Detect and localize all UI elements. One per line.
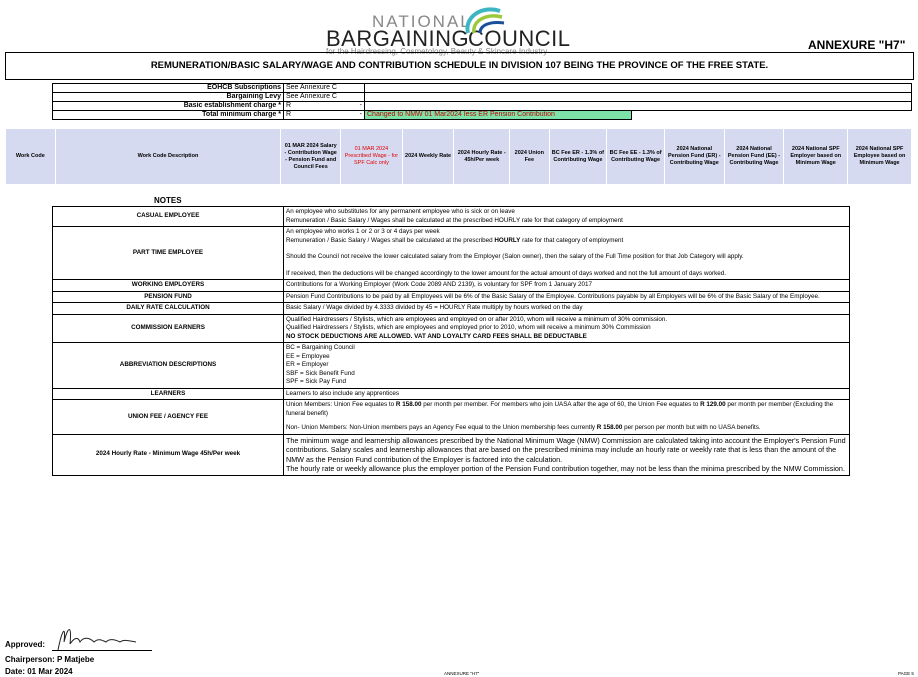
charges-table xyxy=(52,83,912,120)
note-category: CASUAL EMPLOYEE xyxy=(53,207,284,227)
abbrev-item: ER = Employer xyxy=(286,361,329,368)
charge-label: Total minimum charge * xyxy=(53,111,284,120)
note-line: An employee who works 1 or 2 or 3 or 4 days per week xyxy=(286,228,440,235)
approval-date: Date: 01 Mar 2024 xyxy=(5,667,73,676)
col-prescribed-wage: 01 MAR 2024 Prescribed Wage - for SPF Calc only xyxy=(341,129,403,185)
note-row xyxy=(53,343,850,389)
note-fragment: per month per member (Excluding the funeral benefit) xyxy=(286,401,834,417)
approved-label: Approved: xyxy=(5,640,45,649)
note-emphasis: R 158.00 xyxy=(395,401,422,408)
abbrev-item: BC = Bargaining Council xyxy=(286,344,355,351)
note-fragment: per person per month but with no UASA benefits. xyxy=(622,424,761,431)
logo-swirl-icon xyxy=(460,3,512,39)
note-text xyxy=(284,343,850,389)
note-row xyxy=(53,227,850,280)
logo-council: COUNCIL xyxy=(468,26,571,51)
charge-note xyxy=(365,102,912,111)
note-line xyxy=(286,424,847,433)
note-text: Basic Salary / Wage divided by 4.3333 divided by 45 = HOURLY Rate multiply by hours worked on the day xyxy=(284,303,850,315)
charge-label: Bargaining Levy xyxy=(53,93,284,102)
note-row xyxy=(53,207,850,227)
note-category: DAILY RATE CALCULATION xyxy=(53,303,284,315)
note-emphasis: R 158.00 xyxy=(596,424,623,431)
charge-spacer xyxy=(632,111,912,120)
charge-note xyxy=(365,84,912,93)
note-category: WORKING EMPLOYERS xyxy=(53,280,284,292)
note-text xyxy=(284,207,850,227)
col-bc-fee-er: BC Fee ER - 1.3% of Contributing Wage xyxy=(549,129,607,185)
note-emphasis: HOURLY xyxy=(494,236,521,244)
schedule-header xyxy=(5,128,912,185)
col-spf-employee: 2024 National SPF Employee based on Minimum Wage xyxy=(848,129,912,185)
col-pension-ee: 2024 National Pension Fund (EE) - Contributing Wage xyxy=(724,129,784,185)
note-text xyxy=(284,434,850,475)
note-text: Learners to also include any apprentices xyxy=(284,388,850,400)
col-union-fee: 2024 Union Fee xyxy=(510,129,549,185)
note-line xyxy=(286,237,847,246)
chairperson: Chairperson: P Matjebe xyxy=(5,655,95,664)
note-row xyxy=(53,280,850,292)
note-row xyxy=(53,314,850,343)
note-emphasis: R 129.00 xyxy=(700,401,726,408)
note-text: Pension Fund Contributions to be paid by all Employees will be 6% of the Basic Salary of the Employee. Contributions payable by all Employers will be 6% of the Basic Salary of the Employee. xyxy=(284,291,850,303)
col-bc-fee-ee: BC Fee EE - 1.3% of Contributing Wage xyxy=(607,129,665,185)
note-fragment: rate for that category of employment xyxy=(520,236,624,244)
col-salary: 01 MAR 2024 Salary - Contribution Wage - Pension Fund and Council Fees xyxy=(281,129,341,185)
note-line xyxy=(286,401,847,418)
charge-value: See Annexure C xyxy=(284,93,365,102)
spacer xyxy=(286,262,847,270)
note-paragraph: The hourly rate or weekly allowance plus the employer portion of the Pension Fund contribution together, may not be less than the minima prescribed by the NMW Commission. xyxy=(286,464,845,473)
note-category: UNION FEE / AGENCY FEE xyxy=(53,400,284,435)
note-row xyxy=(53,434,850,475)
signature-image xyxy=(52,620,152,654)
col-pension-er: 2024 National Pension Fund (ER) - Contributing Wage xyxy=(664,129,724,185)
note-category: 2024 Hourly Rate - Minimum Wage 45h/Per week xyxy=(53,434,284,475)
charge-label: Basic establishment charge * xyxy=(53,102,284,111)
charge-label: EOHCB Subscriptions xyxy=(53,84,284,93)
annexure-label: ANNEXURE "H7" xyxy=(808,38,906,52)
note-line: Qualified Hairdressers / Stylists, which are employees and employed on or after 2010, whom will receive a minimum of 30% commission. xyxy=(286,315,668,323)
note-row xyxy=(53,291,850,303)
note-line: If received, then the deductions will be changed accordingly to the lower amount for the actual amount of days worked and not the full amount of days worked. xyxy=(286,269,726,277)
charge-row xyxy=(53,102,912,111)
charge-note-highlight: Changed to NMW 01 Mar2024 less ER Pension Contribution xyxy=(365,111,632,120)
charge-row xyxy=(53,84,912,93)
charge-value: R xyxy=(284,111,347,120)
col-spf-employer: 2024 National SPF Employer based on Minimum Wage xyxy=(784,129,848,185)
charge-row xyxy=(53,93,912,102)
note-category: PENSION FUND xyxy=(53,291,284,303)
logo-bargaining: BARGAINING xyxy=(326,26,470,51)
logo-tagline: for the Hairdressing, Cosmetology, Beauty & Skincare Industry xyxy=(326,47,548,56)
abbrev-item: SBF = Sick Benefit Fund xyxy=(286,369,355,377)
note-fragment: Remuneration / Basic Salary / Wages shall be calculated at the prescribed xyxy=(286,236,495,244)
note-text xyxy=(284,227,850,280)
note-category: PART TIME EMPLOYEE xyxy=(53,227,284,280)
note-line: An employee who substitutes for any permanent employee who is sick or on leave xyxy=(286,208,515,215)
note-line: Qualified Hairdressers / Stylists, which are employees and employed prior to 2010, whom will receive a minimum 30% Commission xyxy=(286,324,651,331)
note-category: COMMISSION EARNERS xyxy=(53,314,284,343)
abbrev-item: EE = Employee xyxy=(286,352,330,360)
charge-value: See Annexure C xyxy=(284,84,365,93)
note-category: ABBREVIATION DESCRIPTIONS xyxy=(53,343,284,389)
col-description: Work Code Description xyxy=(55,129,281,185)
note-row xyxy=(53,400,850,435)
note-line: NO STOCK DEDUCTIONS ARE ALLOWED. VAT AND LOYALTY CARD FEES SHALL BE DEDUCTABLE xyxy=(286,332,587,340)
notes-heading: NOTES xyxy=(154,196,182,205)
charge-dash: - xyxy=(346,111,365,120)
page-title: REMUNERATION/BASIC SALARY/WAGE AND CONTRIBUTION SCHEDULE IN DIVISION 107 BEING THE PROVINCE OF THE FREE STATE. xyxy=(5,52,914,80)
note-fragment: Union Members: Union Fee equates to xyxy=(286,401,396,408)
charge-row xyxy=(53,111,912,120)
note-category: LEARNERS xyxy=(53,388,284,400)
note-paragraph: The minimum wage and learnership allowances prescribed by the National Minimum Wage (NMW) Commission are calculated taking into account the Employer's Pension Fund contributions. Salary scales and learnership allowances that are based on the prescribed minima may include an hourly rate or weekly rate that is less than the amount of the NMW as the Pension Fund contribution of the Employer is factored into the calculation. xyxy=(286,435,846,464)
notes-table xyxy=(52,206,850,476)
charge-value: R xyxy=(284,102,347,111)
logo-national: NATIONAL xyxy=(372,12,472,31)
charge-dash: - xyxy=(346,102,365,111)
charge-note xyxy=(365,93,912,102)
col-hourly-rate: 2024 Hourly Rate - 45h/Per week xyxy=(454,129,510,185)
note-row xyxy=(53,388,850,400)
abbrev-item: SPF = Sick Pay Fund xyxy=(286,378,347,385)
note-line: Remuneration / Basic Salary / Wages shall be calculated at the prescribed HOURLY rate for that category of employment xyxy=(286,216,623,224)
signature-line xyxy=(52,650,152,651)
col-work-code: Work Code xyxy=(6,129,56,185)
note-row xyxy=(53,303,850,315)
col-weekly-rate: 2024 Weekly Rate xyxy=(402,129,454,185)
spacer xyxy=(286,245,847,253)
footer-annexure: ANNEXURE "H7" xyxy=(444,671,480,676)
note-line: Should the Council not receive the lower calculated salary from the Employer (Salon owner), then the salary of the Full Time position for that Job Category will apply. xyxy=(286,253,744,260)
note-text xyxy=(284,400,850,435)
page-number: PAGE 5 xyxy=(898,671,914,676)
note-fragment: per month per member. For members who join UASA after the age of 60, the Union Fee equates to xyxy=(421,401,701,408)
note-fragment: Non- Union Members: Non-Union members pays an Agency Fee equal to the Union membership fees currently xyxy=(286,424,597,431)
note-text: Contributions for a Working Employer (Work Code 2089 AND 2139), is voluntary for SPF from 1 January 2017 xyxy=(284,280,850,292)
note-text xyxy=(284,314,850,343)
